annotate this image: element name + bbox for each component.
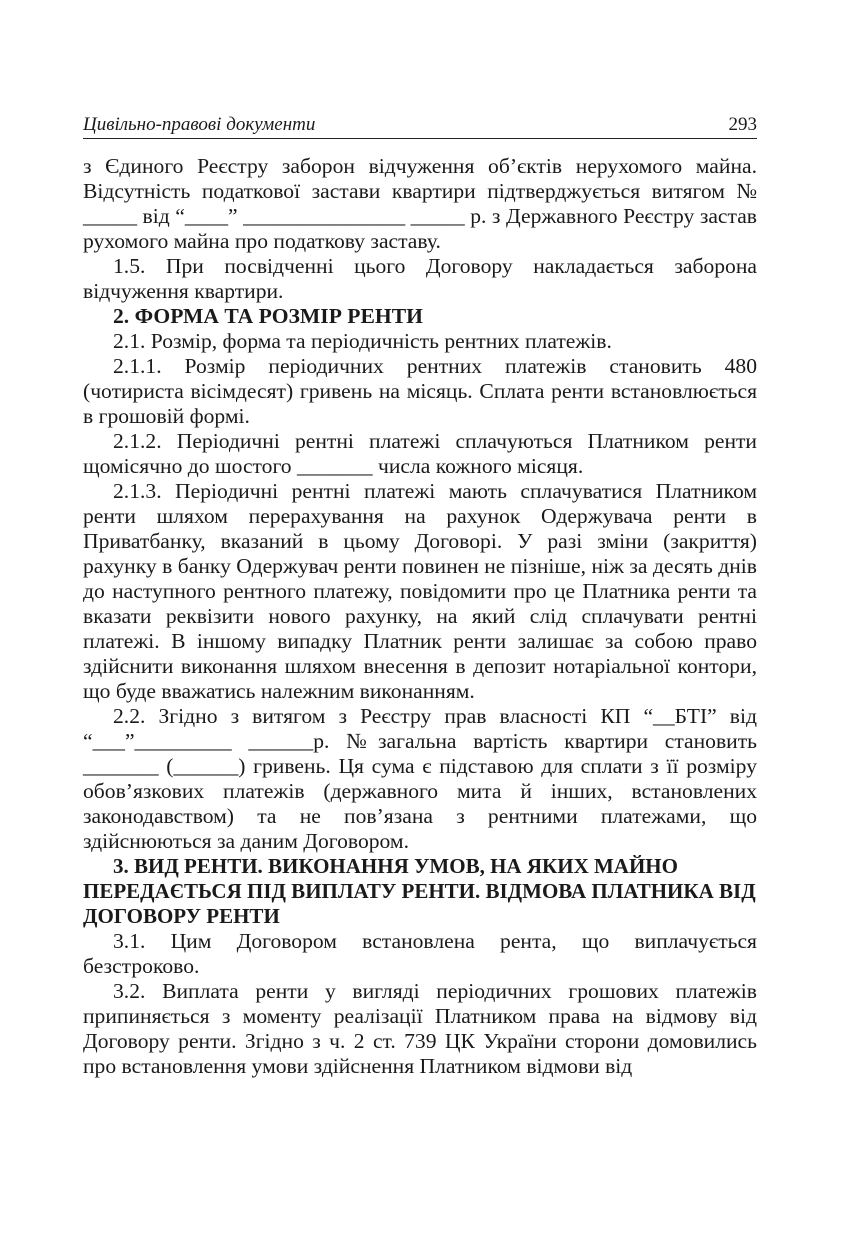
running-header (83, 112, 757, 139)
running-title: Цивільно-правові документи (83, 114, 316, 135)
paragraph: 1.5. При посвідченні цього Договору накладається заборона відчуження квартири. (83, 254, 757, 303)
paragraph: 2.1.2. Періодичні рентні платежі сплачуються Платником ренти щомісячно до шостого _______ числа кожного місяця. (83, 429, 757, 478)
paragraph: з Єдиного Реєстру заборон відчуження об’єктів нерухомого майна. Відсутність податкової застави квартири підтверджується витягом № _____ від “____” _______________ _____ р. з Державного Реєстру застав рухомого майна про податкову заставу. (83, 154, 757, 253)
paragraph: 2.1.1. Розмір періодичних рентних платежів становить 480 (чотириста вісімдесят) гривень на місяць. Сплата ренти встановлюється в грошовій формі. (83, 354, 757, 428)
section-heading: 2. ФОРМА ТА РОЗМІР РЕНТИ (113, 304, 423, 328)
paragraph: 2.1. Розмір, форма та періодичність рентних платежів. (113, 329, 612, 353)
section-heading: 3. ВИД РЕНТИ. ВИКОНАННЯ УМОВ, НА ЯКИХ МАЙНО ПЕРЕДАЄТЬСЯ ПІД ВИПЛАТУ РЕНТИ. ВІДМОВА ПЛАТНИКА ВІД ДОГОВОРУ РЕНТИ (83, 854, 756, 928)
page-body (83, 154, 757, 1079)
paragraph: 3.1. Цим Договором встановлена рента, що виплачується безстроково. (83, 929, 757, 978)
paragraph: 2.1.3. Періодичні рентні платежі мають сплачуватися Платником ренти шляхом перерахування на рахунок Одержувача ренти в Приватбанку, вказаний в цьому Договорі. У разі зміни (закриття) рахунку в банку Одержувач ренти повинен не пізніше, ніж за десять днів до наступного рентного платежу, повідомити про це Платника ренти та вказати реквізити нового рахунку, на який слід сплачувати рентні платежі. В іншому випадку Платник ренти залишає за собою право здійснити виконання шляхом внесення в депозит нотаріальної контори, що буде вважатись належним виконанням. (83, 479, 757, 703)
paragraph: 2.2. Згідно з витягом з Реєстру прав власності КП “__БТІ” від “___”_________ ______р. №загальна вартість квартири становить _______ (______) гривень. Ця сума є підставою для сплати з її розміру обов’язкових платежів (державного мита й інших, встановлених законодавством) та не пов’язана з рентними платежами, що здійснюються за даним Договором. (83, 704, 757, 853)
paragraph: 3.2. Виплата ренти у вигляді періодичних грошових платежів припиняється з моменту реалізації Платником права на відмову від Договору ренти. Згідно з ч. 2 ст. 739 ЦК України сторони домовились про встановлення умови здійснення Платником відмови від (83, 979, 757, 1078)
page-number: 293 (728, 114, 757, 135)
